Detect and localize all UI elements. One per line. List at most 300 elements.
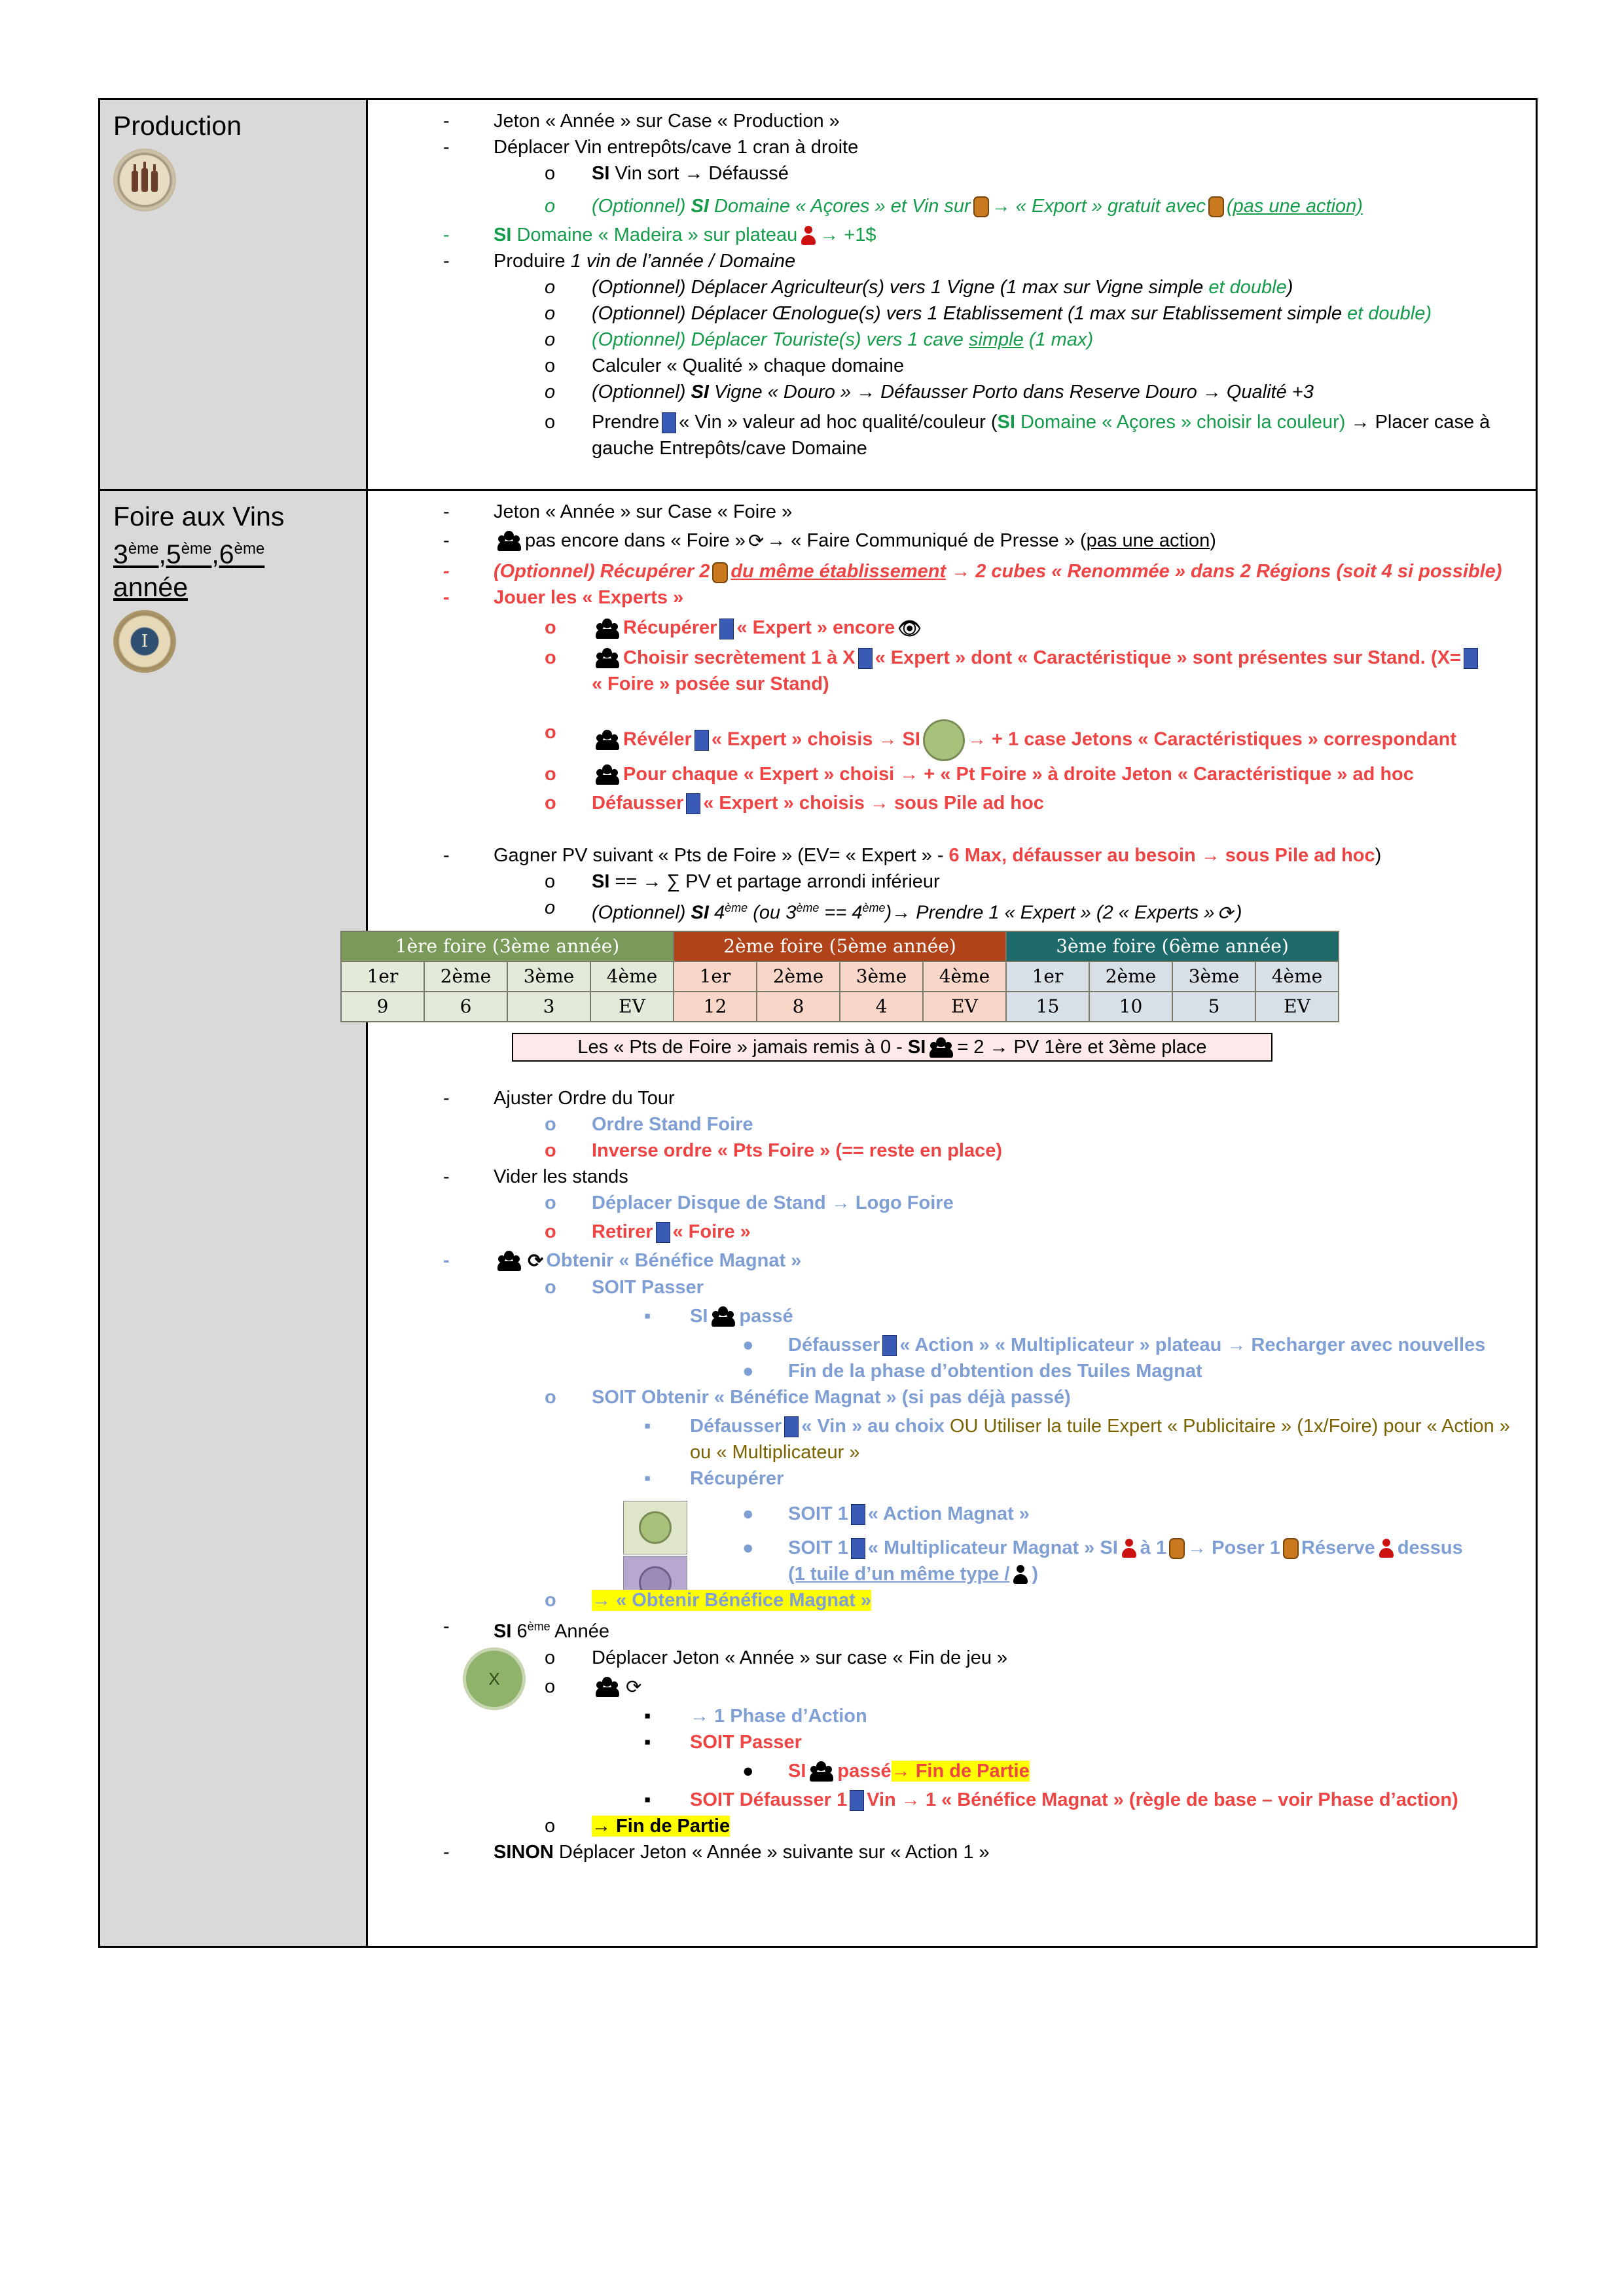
text-span: SINON — [494, 1842, 554, 1863]
text-span: ● — [742, 1503, 754, 1525]
text-span: « Foire » posée sur Stand) — [592, 673, 829, 694]
group-icon — [594, 764, 621, 785]
text-span: passé — [739, 1306, 793, 1327]
text-span: X — [488, 1668, 500, 1689]
text-span: (1 max) — [1028, 329, 1094, 350]
text-span: → Placer case à gauche Entrepôts/cave Domaine — [592, 412, 1490, 459]
text-span: → « Obtenir Bénéfice Magnat » — [592, 1590, 872, 1611]
text-span: passé — [837, 1761, 892, 1782]
text-span: ème — [527, 1620, 550, 1634]
barrel-icon — [712, 562, 728, 583]
text-span: Domaine « Açores » et Vin sur — [714, 196, 971, 217]
list-item — [381, 842, 1523, 869]
text-span: - — [443, 1842, 450, 1863]
text-span: SOIT Passer — [690, 1732, 802, 1753]
text-span: - — [443, 111, 450, 132]
list-item — [381, 869, 1523, 895]
list-item — [381, 222, 1523, 248]
text-span: Domaine « Açores » choisir la couleur) — [1020, 412, 1346, 433]
text-span: ) — [1286, 277, 1293, 298]
text-span: ème — [862, 901, 886, 914]
text-span: Jeton « Année » sur Case « Foire » — [494, 501, 793, 522]
list-item — [381, 1138, 1523, 1164]
text-span: 6 — [424, 992, 507, 1022]
text-span: (pas une action) — [1226, 196, 1363, 217]
text-span: ● — [742, 1761, 754, 1782]
text-span: o — [545, 303, 556, 324]
text-span: dessus — [1397, 1537, 1463, 1559]
list-item — [381, 160, 1523, 187]
barrel-icon — [1208, 196, 1224, 217]
list-item — [381, 1645, 1523, 1671]
text-span: ▪ — [644, 1789, 651, 1811]
text-span: EV — [923, 992, 1006, 1022]
text-span: ème — [234, 540, 265, 558]
text-span: 6 Max, défausser au besoin → sous Pile ad hoc — [948, 844, 1375, 866]
text-span: 1er — [1006, 961, 1089, 992]
text-span: simple — [968, 329, 1024, 350]
text-span: ème — [796, 901, 820, 914]
card-icon — [1464, 648, 1478, 669]
text-span: - — [443, 530, 450, 551]
list-item — [381, 1587, 1523, 1613]
text-span: « Expert » dont « Caractéristique » sont présentes sur Stand. (X= — [875, 647, 1461, 668]
text-span: - — [443, 1249, 450, 1271]
list-item — [381, 671, 1523, 697]
text-span: 3ème — [507, 961, 590, 992]
table-header: 2ème foire (5ème année) — [674, 931, 1006, 961]
table-header: 1ère foire (3ème année) — [341, 931, 674, 961]
card-icon — [851, 1504, 865, 1525]
foire-years — [113, 533, 353, 571]
refresh-icon: ⟳ — [626, 1677, 642, 1698]
text-span: 1 vin de l’année / Domaine — [570, 251, 796, 272]
text-span: )→ Prendre 1 « Expert » (2 « Experts » — [885, 902, 1215, 924]
text-span: ) — [1235, 902, 1242, 924]
list-item — [381, 1219, 1523, 1245]
text-span: o — [545, 647, 556, 668]
card-icon — [719, 619, 734, 639]
list-item — [381, 1413, 1523, 1465]
list-item — [381, 1164, 1523, 1190]
card-icon — [882, 1335, 897, 1356]
list-item — [381, 1613, 1523, 1645]
text-span: 6 — [516, 1621, 528, 1642]
text-span: o — [545, 196, 556, 217]
text-span: I — [141, 631, 149, 651]
text-span: → +1$ — [820, 224, 876, 245]
text-span: 3 — [507, 992, 590, 1022]
text-span: o — [545, 163, 556, 184]
text-span: o — [545, 1816, 556, 1837]
text-span: 4ème — [590, 961, 674, 992]
text-span: Produire — [494, 251, 566, 272]
text-span: o — [545, 277, 556, 298]
text-span: (Optionnel) Déplacer Agriculteur(s) vers 1 Vigne (1 max sur Vigne simple — [592, 277, 1204, 298]
text-span: du même établissement — [731, 561, 947, 583]
text-span: - — [443, 224, 450, 245]
text-span: - — [443, 844, 450, 866]
text-span: SI — [592, 870, 610, 892]
refresh-icon: ⟳ — [748, 531, 765, 552]
wine-bottles-emblem-icon — [113, 149, 176, 211]
text-span: Vin → 1 « Bénéfice Magnat » (règle de base – voir Phase d’action) — [867, 1789, 1458, 1811]
list-item — [381, 248, 1523, 274]
text-span: et double — [1208, 277, 1287, 298]
text-span: ) — [1210, 530, 1216, 551]
text-span: SOIT 1 — [788, 1537, 848, 1559]
text-span: SI — [691, 382, 709, 403]
text-span: Jeton « Année » sur Case « Production » — [494, 111, 840, 132]
text-span: 4ème — [923, 961, 1006, 992]
eye-icon: 👁 — [897, 618, 922, 639]
text-span: et double) — [1347, 303, 1432, 324]
person-icon — [800, 226, 817, 245]
text-span: ▪ — [644, 1468, 651, 1490]
list-item — [381, 645, 1523, 671]
list-item — [381, 1247, 1523, 1274]
group-icon — [594, 619, 621, 639]
text-span: (Optionnel) — [592, 382, 686, 403]
text-span: « Expert » encore — [736, 617, 895, 639]
text-span: 3ème — [1172, 961, 1255, 992]
production-cell — [100, 100, 368, 489]
list-item — [381, 1501, 1523, 1527]
foire-years-label: année — [113, 571, 189, 602]
text-span: → Fin de Partie — [592, 1816, 731, 1837]
text-span: 8 — [757, 992, 840, 1022]
text-span: SI — [494, 224, 512, 245]
group-icon — [496, 1251, 522, 1272]
text-span: - — [443, 561, 450, 583]
list-item — [381, 1303, 1523, 1329]
text-span: pas encore dans « Foire » — [525, 530, 746, 551]
text-span: == 4 — [824, 902, 863, 924]
text-span: (ou 3 — [753, 902, 797, 924]
text-span: - — [443, 1166, 450, 1187]
list-item — [381, 719, 1523, 761]
text-span: 2ème — [1089, 961, 1172, 992]
card-icon — [656, 1222, 670, 1243]
text-span: o — [545, 721, 556, 743]
text-span: (Optionnel) Déplacer Œnologue(s) vers 1 Etablissement (1 max sur Etablissement simple — [592, 303, 1342, 324]
text-span: Défausser — [788, 1335, 880, 1356]
text-span: Obtenir « Bénéfice Magnat » — [546, 1249, 802, 1271]
table-header: 3ème foire (6ème année) — [1006, 931, 1339, 961]
group-icon — [928, 1037, 954, 1058]
text-span: « Expert » choisis → sous Pile ad hoc — [703, 792, 1044, 814]
text-span: 9 — [341, 992, 424, 1022]
list-item — [381, 499, 1523, 525]
list-item — [381, 1535, 1523, 1561]
text-span: à 1 — [1140, 1537, 1167, 1559]
text-span: SI — [788, 1761, 806, 1782]
text-span: SI — [691, 902, 709, 924]
list-item — [381, 1384, 1523, 1410]
text-span: « Action Magnat » — [867, 1503, 1030, 1525]
text-span: o — [545, 870, 556, 892]
barrel-icon — [1169, 1538, 1185, 1559]
person-icon — [1378, 1539, 1395, 1558]
magnat-tiles — [381, 1501, 1523, 1587]
text-span: (Optionnel) — [592, 196, 686, 217]
text-span: SOIT Obtenir « Bénéfice Magnat » (si pas déjà passé) — [592, 1387, 1071, 1408]
text-span: Vider les stands — [494, 1166, 628, 1187]
text-span: o — [545, 763, 556, 785]
text-span: (Optionnel) — [592, 902, 686, 924]
text-span: o — [545, 1221, 556, 1242]
text-span: ,5 — [158, 539, 181, 569]
list-item — [381, 1561, 1523, 1587]
text-span: Prendre — [592, 412, 660, 433]
foire-content — [368, 491, 1536, 1946]
foire-row — [100, 491, 1536, 1946]
text-span: ▪ — [644, 1306, 651, 1327]
text-span: Réserve — [1301, 1537, 1375, 1559]
text-span: Fin de la phase d’obtention des Tuiles Magnat — [788, 1361, 1202, 1382]
text-span: ) — [1375, 844, 1382, 866]
text-span: - — [443, 251, 450, 272]
text-span: Défausser — [592, 792, 684, 814]
text-span: 1er — [674, 961, 757, 992]
text-span: 10 — [1089, 992, 1172, 1022]
text-span: Révéler — [623, 728, 692, 750]
text-span: = 2 → PV 1ère et 3ème place — [957, 1036, 1207, 1058]
group-icon — [710, 1306, 736, 1327]
text-span: ● — [742, 1537, 754, 1559]
list-item — [381, 1703, 1523, 1729]
group-icon — [496, 531, 522, 552]
text-span: ) — [1032, 1564, 1039, 1585]
list-item — [381, 1674, 1523, 1700]
text-span: Jouer les « Experts » — [494, 587, 684, 609]
card-icon — [784, 1416, 799, 1437]
text-span: o — [545, 1590, 556, 1611]
list-item — [381, 379, 1523, 405]
text-span: ▪ — [644, 1706, 651, 1727]
text-span: 4ème — [1255, 961, 1339, 992]
card-icon — [850, 1790, 864, 1811]
production-row — [100, 100, 1536, 491]
text-span: o — [545, 412, 556, 433]
text-span: OU Utiliser la tuile Expert « Publicitaire » (1x/Foire) pour « Action » ou « Multiplicateur » — [690, 1416, 1510, 1463]
group-icon — [594, 730, 621, 751]
list-item — [381, 790, 1523, 816]
text-span: Récupérer — [623, 617, 717, 639]
text-span: o — [545, 792, 556, 814]
text-span: - — [443, 1616, 450, 1638]
foire-cell — [100, 491, 368, 1946]
text-span: Domaine « Madeira » sur plateau — [516, 224, 798, 245]
text-span: Ordre Stand Foire — [592, 1113, 753, 1135]
list-item — [381, 1332, 1523, 1358]
text-span: 4 — [714, 902, 725, 924]
text-span: « Foire » — [672, 1221, 751, 1242]
text-span: → Poser 1 — [1187, 1537, 1280, 1559]
text-span: (Optionnel) Déplacer Touriste(s) vers 1 cave — [592, 329, 964, 350]
text-span: → 2 cubes « Renommée » dans 2 Régions (soit 4 si possible) — [951, 561, 1502, 583]
list-item — [381, 1274, 1523, 1300]
text-span: == → ∑ PV et partage arrondi inférieur — [615, 870, 940, 892]
list-item — [381, 353, 1523, 379]
card-icon — [851, 1538, 865, 1559]
text-span: SI — [691, 196, 709, 217]
text-span: o — [545, 1139, 556, 1161]
text-span: SI — [690, 1306, 708, 1327]
rules-table — [98, 98, 1538, 1948]
list-item — [381, 558, 1523, 584]
list-item — [381, 1111, 1523, 1138]
text-span: Déplacer Vin entrepôts/cave 1 cran à droite — [494, 137, 859, 158]
text-span: ,6 — [211, 539, 234, 569]
list-item — [381, 761, 1523, 787]
list-item — [381, 1729, 1523, 1755]
text-span: ● — [742, 1361, 754, 1382]
list-item — [381, 1839, 1523, 1865]
text-span: → + 1 case Jetons « Caractéristiques » correspondant — [967, 728, 1457, 750]
text-span: Choisir secrètement 1 à X — [623, 647, 856, 668]
text-span: pas une action — [1086, 530, 1210, 551]
text-span: o — [545, 1277, 556, 1299]
pv-table — [340, 931, 1339, 1022]
list-item — [381, 1085, 1523, 1111]
text-span: 4 — [840, 992, 923, 1022]
refresh-icon: ⟳ — [528, 1251, 544, 1272]
text-span: Inverse ordre « Pts Foire » (== reste en place) — [592, 1139, 1003, 1161]
text-span: Ajuster Ordre du Tour — [494, 1087, 675, 1109]
text-span: « Vin » valeur ad hoc qualité/couleur ( — [679, 412, 998, 433]
text-span: SI — [592, 163, 610, 184]
text-span: Pour chaque « Expert » choisi → + « Pt Foire » à droite Jeton « Caractéristique » ad hoc — [623, 763, 1414, 785]
text-span: SI — [494, 1621, 512, 1642]
list-item — [381, 1758, 1523, 1784]
text-span: → « Faire Communiqué de Presse » ( — [767, 530, 1087, 551]
text-span: → Fin de Partie — [891, 1761, 1030, 1782]
text-span: o — [545, 1113, 556, 1135]
text-span: 3 — [113, 539, 128, 569]
foire-emblem-icon — [113, 610, 176, 673]
text-span: Déplacer Jeton « Année » sur case « Fin de jeu » — [592, 1647, 1008, 1668]
text-span: - — [443, 1087, 450, 1109]
text-span: « Multiplicateur Magnat » SI — [867, 1537, 1118, 1559]
group-icon — [594, 1677, 621, 1698]
production-title: Production — [113, 111, 242, 141]
text-span: Les « Pts de Foire » jamais remis à 0 - — [577, 1036, 903, 1058]
list-item — [381, 108, 1523, 134]
text-span: ème — [725, 901, 748, 914]
text-span: o — [545, 617, 556, 639]
text-span: Calculer « Qualité » chaque domaine — [592, 355, 905, 376]
text-span: o — [545, 1647, 556, 1668]
magnifier-icon — [923, 719, 965, 761]
card-icon — [858, 648, 873, 669]
text-span: o — [545, 1676, 556, 1697]
text-span: EV — [590, 992, 674, 1022]
list-item — [381, 615, 1523, 641]
text-span: o — [545, 355, 556, 376]
text-span: Déplacer Jeton « Année » suivante sur « Action 1 » — [558, 1842, 990, 1863]
list-item — [381, 409, 1523, 461]
text-span: ▪ — [644, 1416, 651, 1437]
text-span: → « Export » gratuit avec — [991, 196, 1206, 217]
list-item — [381, 1465, 1523, 1492]
text-span: 2ème — [424, 961, 507, 992]
list-item — [381, 528, 1523, 554]
text-span: - — [443, 501, 450, 522]
list-item — [381, 1190, 1523, 1216]
foire-title: Foire aux Vins — [113, 501, 285, 531]
barrel-icon — [1283, 1538, 1299, 1559]
text-span: o — [545, 382, 556, 403]
production-content — [368, 100, 1536, 489]
text-span: o — [545, 329, 556, 350]
list-item — [381, 895, 1523, 927]
card-icon — [695, 730, 709, 751]
text-span: Déplacer Disque de Stand → Logo Foire — [592, 1192, 954, 1213]
text-span: 2ème — [757, 961, 840, 992]
text-span: SI — [907, 1036, 926, 1058]
text-span: (1 tuile d’un même type / — [788, 1564, 1010, 1585]
text-span: SOIT 1 — [788, 1503, 848, 1525]
person-icon — [1012, 1565, 1029, 1585]
group-icon — [808, 1761, 835, 1782]
text-span: SOIT Défausser 1 — [690, 1789, 848, 1811]
note-box — [512, 1033, 1272, 1062]
text-span: Défausser — [690, 1416, 782, 1437]
card-icon — [662, 412, 676, 433]
list-item — [381, 327, 1523, 353]
text-span: Retirer — [592, 1221, 653, 1242]
text-span: - — [443, 137, 450, 158]
text-span: o — [545, 897, 556, 918]
text-span: SI — [997, 412, 1015, 433]
list-item — [381, 1787, 1523, 1813]
barrel-icon — [973, 196, 989, 217]
text-span: « Action » « Multiplicateur » plateau → Recharger avec nouvelles — [899, 1335, 1486, 1356]
group-icon — [594, 648, 621, 669]
text-span: EV — [1255, 992, 1339, 1022]
text-span: « Expert » choisis → SI — [711, 728, 920, 750]
list-item — [381, 300, 1523, 327]
text-span: (Optionnel) Récupérer 2 — [494, 561, 710, 583]
text-span: SOIT Passer — [592, 1277, 704, 1299]
text-span: 15 — [1006, 992, 1089, 1022]
text-span: 1er — [341, 961, 424, 992]
text-span: Vigne « Douro » → Défausser Porto dans Reserve Douro → Qualité +3 — [714, 382, 1314, 403]
text-span: ▪ — [644, 1732, 651, 1753]
text-span: Année — [554, 1621, 609, 1642]
text-span: 3ème — [840, 961, 923, 992]
list-item — [381, 1813, 1523, 1839]
card-icon — [686, 793, 700, 814]
text-span: Récupérer — [690, 1468, 784, 1490]
list-item — [381, 1358, 1523, 1384]
text-span: - — [443, 587, 450, 609]
list-item — [381, 193, 1523, 219]
list-item — [381, 134, 1523, 160]
list-item — [381, 274, 1523, 300]
text-span: ème — [128, 540, 159, 558]
text-span: Gagner PV suivant « Pts de Foire » (EV= « Expert » - — [494, 844, 944, 866]
list-item — [381, 584, 1523, 611]
text-span: o — [545, 1387, 556, 1408]
text-span: ● — [742, 1335, 754, 1356]
text-span: o — [545, 1192, 556, 1213]
text-span: → 1 Phase d’Action — [690, 1706, 867, 1727]
refresh-icon: ⟳ — [1217, 903, 1233, 924]
text-span: 12 — [674, 992, 757, 1022]
text-span: ème — [181, 540, 212, 558]
